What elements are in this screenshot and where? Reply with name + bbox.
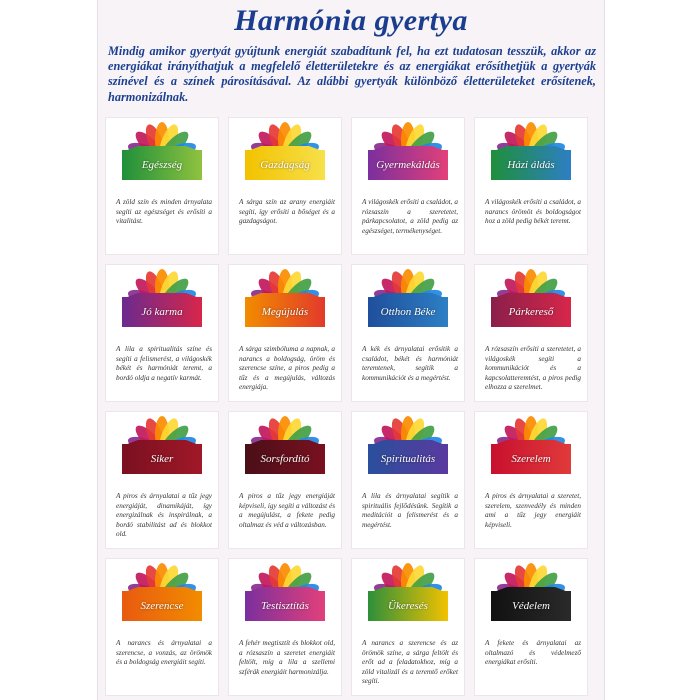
candle-description: A világoskék erősíti a családot, a narancs örömöt és boldogságot hoz a zöld pedig békét teremt. — [485, 198, 581, 226]
candle-name-banner: Gyermekáldás — [368, 150, 448, 180]
candle-card — [229, 118, 341, 254]
candle-description: A fekete és árnyalatai az oltalmazó és védelmező energiákat erősíti. — [485, 639, 581, 667]
candle-name-banner: Szerencse — [122, 591, 202, 621]
candle-description: A piros és árnyalatai a szeretet, szerelem, szenvedély és minden ami a tűz jegy energiáit képviseli. — [485, 492, 581, 529]
candle-description: A lila a spiritualitás színe és segíti a felismerést, a világoskék békét és harmóniát teremt, a bordó oldja a negatív karmát. — [116, 345, 212, 382]
candle-card — [229, 412, 341, 548]
candle-card — [352, 559, 464, 695]
candle-name-banner: Spiritualitás — [368, 444, 448, 474]
candle-card — [229, 559, 341, 695]
poster-sheet — [98, 0, 604, 700]
candle-card — [475, 412, 587, 548]
candle-name-banner: Testisztítás — [245, 591, 325, 621]
candle-card — [475, 118, 587, 254]
candle-name-banner: Jó karma — [122, 297, 202, 327]
candle-card — [352, 265, 464, 401]
candle-description: A piros a tűz jegy energiáját képviseli, így segíti a változást és a megújulást, a fekete pedig oltalmaz és véd a változásban. — [239, 492, 335, 529]
candle-name-banner: Megújulás — [245, 297, 325, 327]
candle-description: A narancs a szerencse és az örömök színe, a sárga feltölt és erőt ad a feladatokhoz, míg a zöld vitalizál és a teremtő erőket segíti. — [362, 639, 458, 686]
candle-name-banner: Ükeresés — [368, 591, 448, 621]
candle-card — [106, 559, 218, 695]
candle-description: A világoskék erősíti a családot, a rózsaszín a szeretetet, párkapcsolatot, a zöld pedig az egészséget, termékenységet. — [362, 198, 458, 235]
candle-description: A sárga szimbóluma a napnak, a narancs a boldogság, öröm és szerencse színe, a piros pedig a tűz és a megújulás, változás energiája. — [239, 345, 335, 392]
candle-name-banner: Siker — [122, 444, 202, 474]
candle-name-banner: Otthon Béke — [368, 297, 448, 327]
candle-card — [106, 118, 218, 254]
candle-name-banner: Szerelem — [491, 444, 571, 474]
candle-card — [229, 265, 341, 401]
candle-card — [106, 412, 218, 548]
candle-name-banner: Egészség — [122, 150, 202, 180]
candle-description: A rózsaszín erősíti a szeretetet, a világoskék segíti a kommunikációt és a kapcsolatteremtést, a piros pedig elhozza a szerelmet. — [485, 345, 581, 392]
candle-description: A narancs és árnyalatai a szerencse, a vonzás, az örömök és a boldogság energiáit segíti. — [116, 639, 212, 667]
candle-card — [352, 118, 464, 254]
candle-name-banner: Védelem — [491, 591, 571, 621]
candle-description: A kék és árnyalatai erősítik a családot, békét és harmóniát teremtenek, segítik a kommunikációt és a megértést. — [362, 345, 458, 382]
candle-description: A lila és árnyalatai segítik a spirituális fejlődésünk. Segítik a meditációt a felismerést és a megértést. — [362, 492, 458, 529]
candle-description: A zöld szín és minden árnyalata segíti az egészséget és erősíti a vitalitást. — [116, 198, 212, 226]
candle-grid — [106, 118, 598, 700]
candle-description: A fehér megtisztít és blokkot old, a rózsaszín a szeretet energiáit feltölt, míg a lila a szellemi szférák energiáit harmonizálja. — [239, 639, 335, 676]
candle-card — [352, 412, 464, 548]
candle-card — [475, 265, 587, 401]
candle-description: A sárga szín az arany energiáit segíti, így erősíti a bőséget és a gazdagságot. — [239, 198, 335, 226]
page-title: Harmónia gyertya — [234, 4, 468, 37]
candle-name-banner: Párkereső — [491, 297, 571, 327]
candle-name-banner: Sorsfordító — [245, 444, 325, 474]
intro-text: Mindig amikor gyertyát gyújtunk energiát szabadítunk fel, ha ezt tudatosan tesszük, akkor az energiákat irányíthatjuk a megfelelő életterületekre és az energiákat erősíthetjük a gyertyák színével és a színek párosításával. Az alábbi gyertyák különböző életterületeket erősítenek, harmonizálnak. — [108, 44, 596, 104]
candle-name-banner: Házi áldás — [491, 150, 571, 180]
candle-card — [106, 265, 218, 401]
candle-name-banner: Gazdagság — [245, 150, 325, 180]
candle-card — [475, 559, 587, 695]
candle-description: A piros és árnyalatai a tűz jegy energiáját, dinamikáját, így energizálnak és inspirálnak, a bordó stabilitást ad és blokkot old. — [116, 492, 212, 539]
